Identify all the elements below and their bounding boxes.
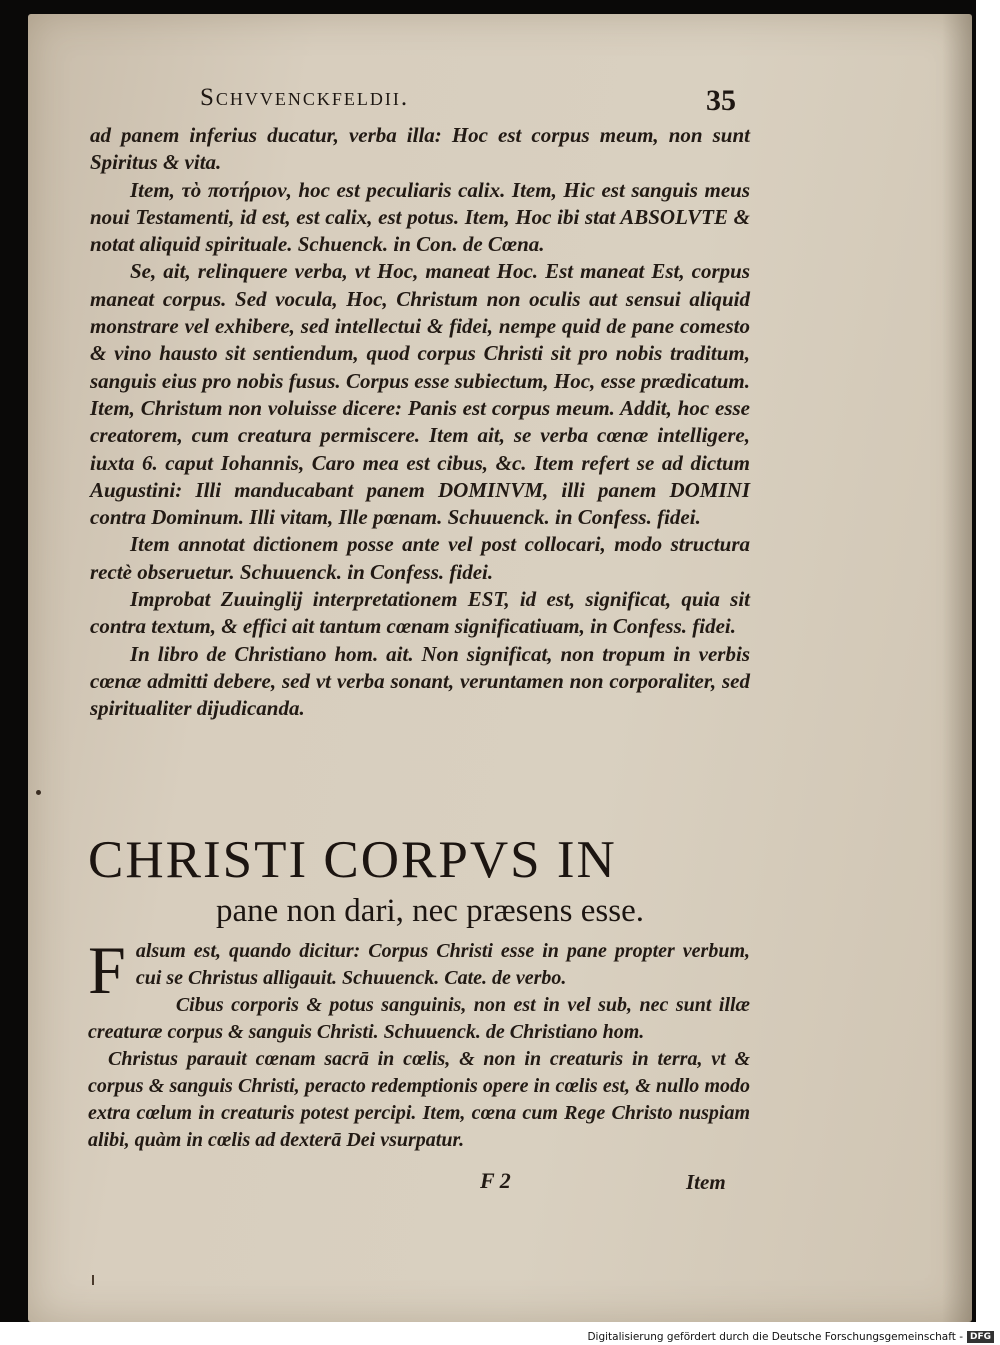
margin-mark [36, 790, 41, 795]
credit-text: Digitalisierung gefördert durch die Deutsche Forschungsgemeinschaft - [587, 1330, 963, 1343]
paragraph: Se, ait, relinquere verba, vt Hoc, maneat Hoc. Est maneat Est, corpus maneat corpus. Sed vocula, Hoc, Christum non oculis aut sensui aliquid monstrare vel exhibere, sed intellectui & fidei, nempe quid de pane comesto & vino hausto sit sentiendum, quod corpus Christi sit pro nobis traditum, sanguis eius pro nobis fusus. Corpus esse subiectum, Hoc, esse prædicatum. Item, Christum non voluisse dicere: Panis est corpus meum. Addit, hoc esse creatorem, cum creatura permiscere. Item ait, se verba cœnæ intelligere, iuxta 6. caput Iohannis, Caro mea est cibus, &c. Item refert se ad dictum Augustini: Illi manducabant panem DOMINVM, illi panem DOMINI contra Dominum. Illi vitam, Ille pœnam. Schuuenck. in Confess. fidei. [90, 259, 750, 530]
paragraph-text: alsum est, quando dicitur: Corpus Christi esse in pane propter verbum, cui se Christus alligauit. Schuuenck. Cate. de verbo. [135, 940, 750, 989]
paragraph: In libro de Christiano hom. ait. Non significat, non tropum in verbis cœnæ admitti debere, sed vt verba sonant, veruntamen non corporaliter, sed spiritualiter dijudicanda. [90, 641, 750, 721]
body-text [90, 122, 750, 723]
drop-cap: F [88, 932, 126, 1008]
paragraph: ad panem inferius ducatur, verba illa: Hoc est corpus meum, non sunt Spiritus & vita. [90, 123, 750, 175]
paragraph [88, 932, 750, 1008]
page-gutter-shadow [942, 14, 972, 1322]
catchword: Item [686, 1170, 726, 1194]
paragraph: Item, τὸ ποτήριον, hoc est peculiaris calix. Item, Hic est sanguis meus noui Testamenti, id est, est calix, est potus. Item, Hoc ibi stat ABSOLVTE & notat aliquid spirituale. Schuenck. in Con. de Cœna. [90, 177, 750, 257]
section-subheading: pane non dari, nec præsens esse. [216, 893, 644, 929]
paragraph: Item annotat dictionem posse ante vel post collocari, modo structura rectè obseruetur. Schuuenck. in Confess. fidei. [90, 532, 750, 584]
digitization-credit [0, 1328, 1000, 1345]
section-heading: CHRISTI CORPVS IN [88, 831, 617, 889]
signature-mark: F 2 [480, 1168, 511, 1193]
page-number: 35 [706, 84, 736, 117]
section-text [88, 932, 750, 1154]
paragraph: Cibus corporis & potus sanguinis, non est in vel sub, nec sunt illæ creaturæ corpus & sanguis Christi. Schuuenck. de Christiano hom. [88, 994, 750, 1043]
dfg-logo: DFG [967, 1331, 994, 1343]
paragraph: Improbat Zuuinglij interpretationem EST, id est, significat, quia sit contra textum, & effici ait tantum cœnam significatiuam, in Confess. fidei. [90, 587, 750, 639]
running-head: Schvvenckfeldii. [200, 84, 410, 111]
margin-mark [92, 1275, 94, 1285]
paragraph: Christus parauit cœnam sacrā in cœlis, & non in creaturis in terra, vt & corpus & sanguis Christi, peracto redemptionis opere in cœlis est, & nullo modo extra cœlum in creaturis potest percipi. Item, cœna cum Rege Christo nuspiam alibi, quàm in cœlis ad dexterā Dei vsurpatur. [88, 1048, 750, 1151]
